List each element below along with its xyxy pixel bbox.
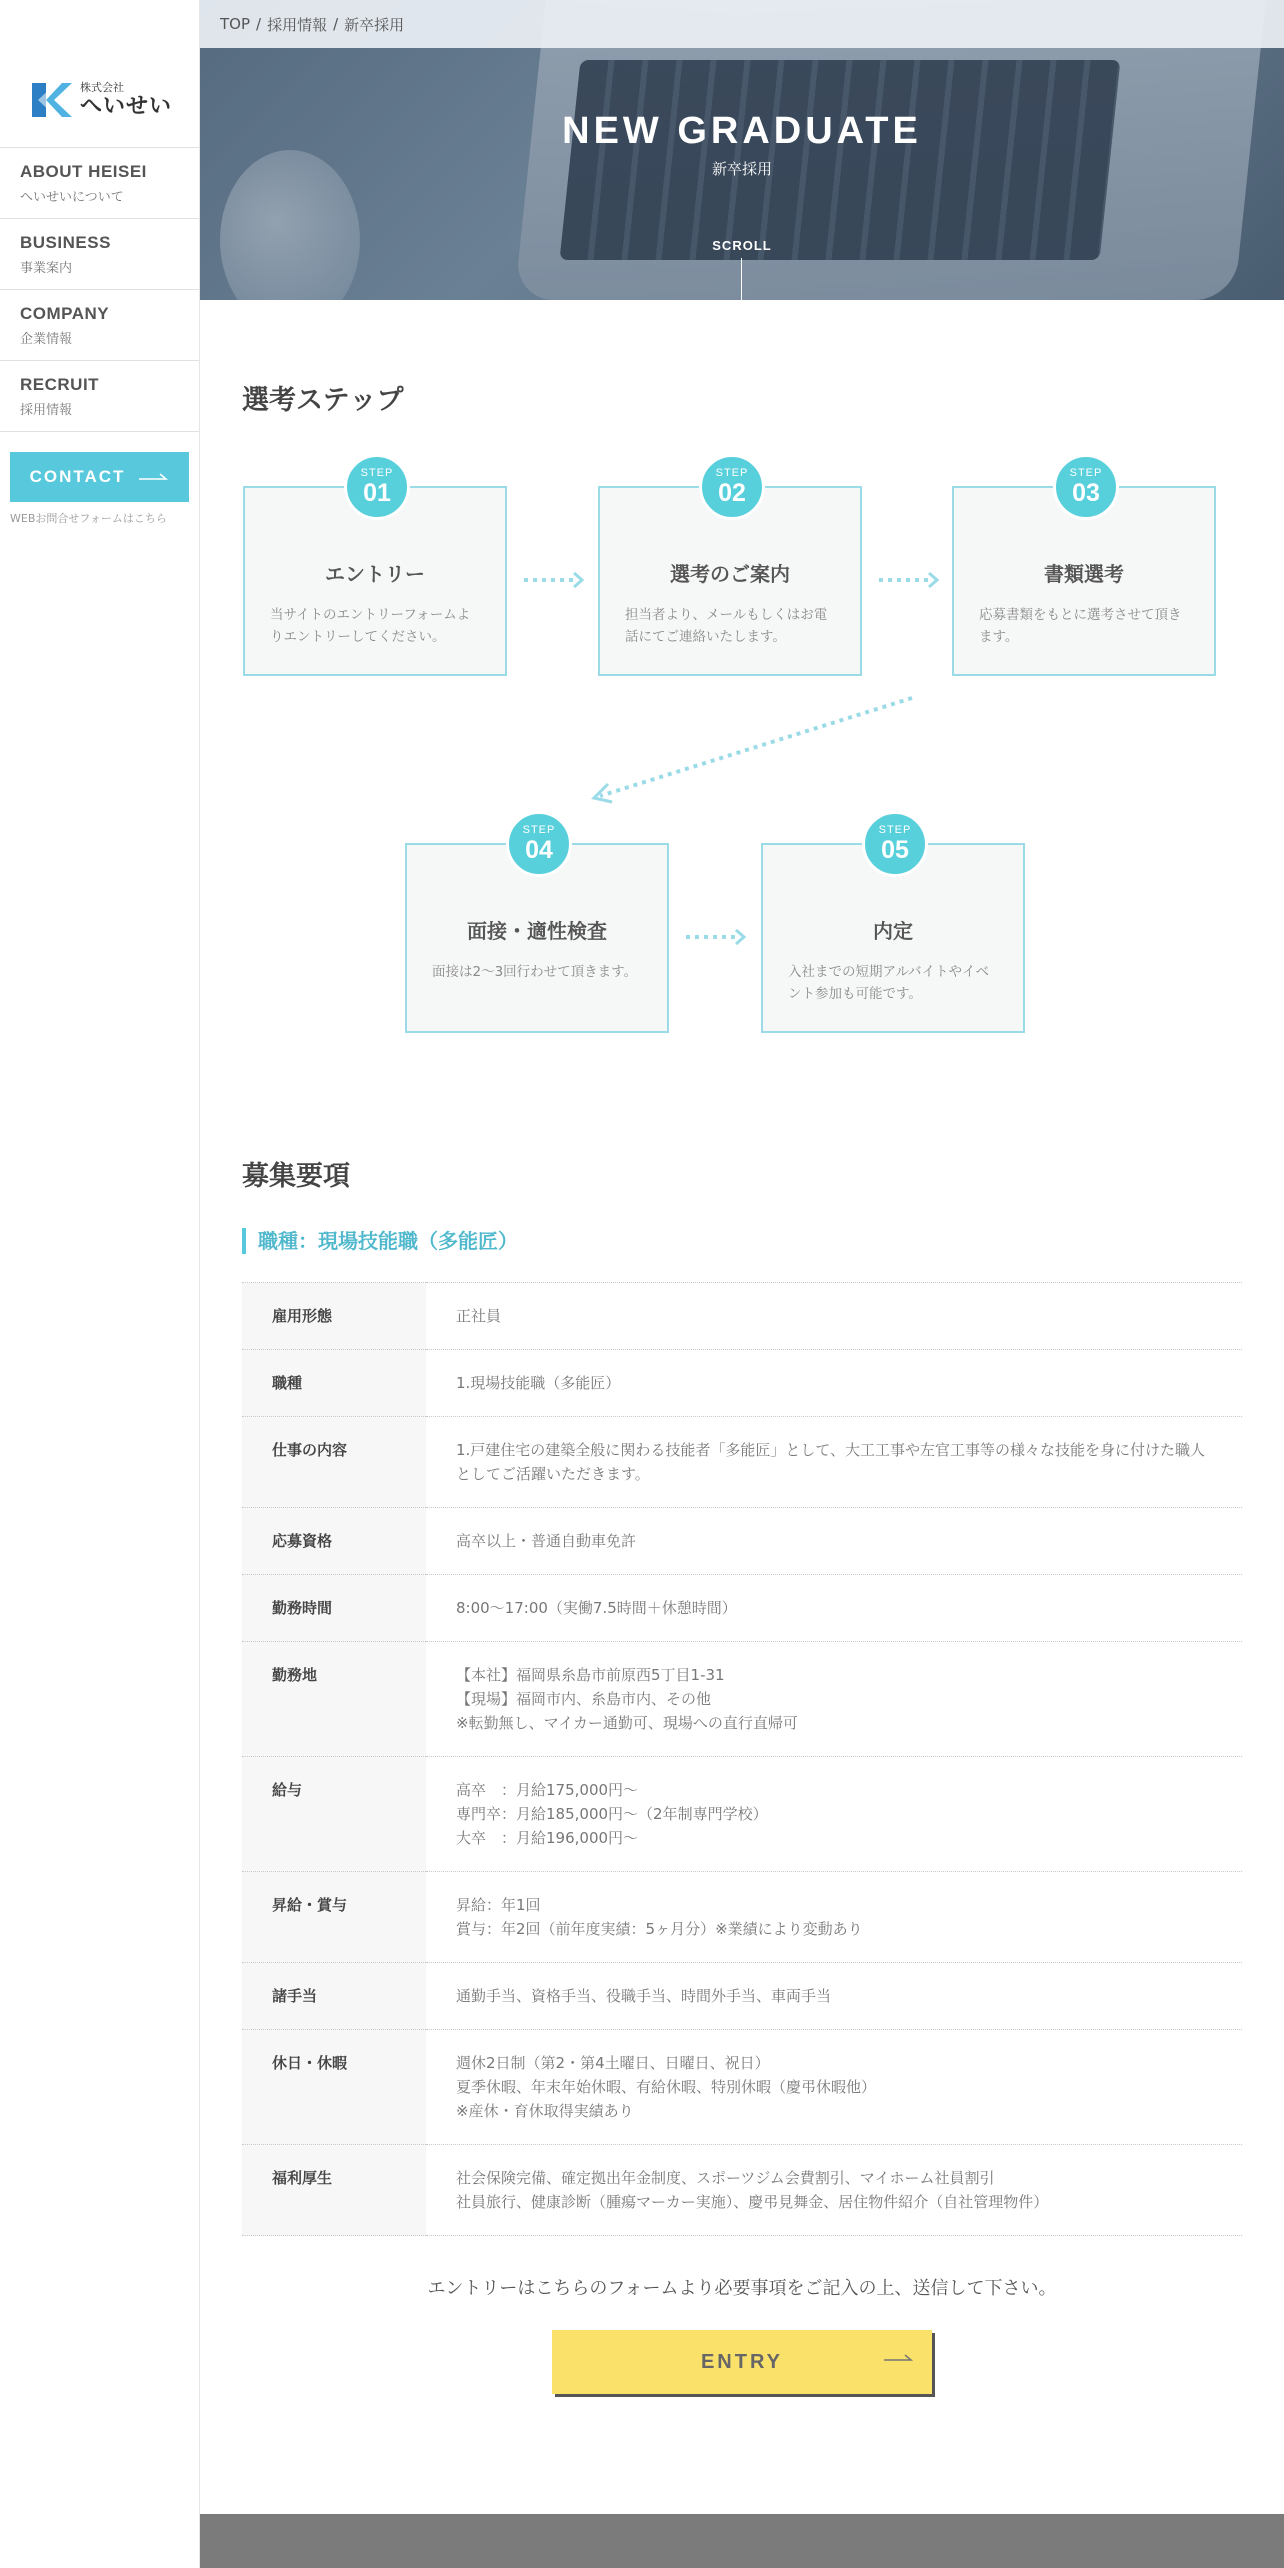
- arrow-right-icon: [139, 472, 169, 482]
- row-value: 高卒 ：月給175,000円〜 専門卒：月給185,000円〜（2年制専門学校） 大卒 ：月給196,000円〜: [426, 1757, 1242, 1872]
- scroll-line: [741, 258, 742, 300]
- step-badge-number: 03: [1072, 479, 1100, 507]
- scroll-indicator[interactable]: SCROLL: [712, 238, 772, 253]
- table-row: [242, 1757, 1242, 1872]
- row-value: 通勤手当、資格手当、役職手当、時間外手当、車両手当: [426, 1963, 1242, 2030]
- row-label: 諸手当: [242, 1963, 426, 2030]
- nav-item-label-en: RECRUIT: [20, 375, 100, 394]
- row-label: 応募資格: [242, 1508, 426, 1575]
- step-badge-label: STEP: [360, 467, 394, 479]
- breadcrumb-separator: /: [333, 15, 339, 33]
- row-label: 福利厚生: [242, 2145, 426, 2236]
- recruit-section-title: 募集要項: [242, 1161, 350, 1192]
- row-value: 正社員: [426, 1283, 1242, 1350]
- entry-button[interactable]: [552, 2330, 932, 2394]
- logo-company-name: へいせい: [80, 93, 173, 119]
- table-row: [242, 1417, 1242, 1508]
- row-value: 週休2日制（第2・第4土曜日、日曜日、祝日） 夏季休暇、年末年始休暇、有給休暇、特別休暇（慶弔休暇他） ※産休・育休取得実績あり: [426, 2030, 1242, 2145]
- nav-item-label-ja: 事業案内: [20, 261, 73, 276]
- entry-button-label: ENTRY: [700, 2350, 784, 2373]
- step-card: [243, 467, 507, 676]
- nav-item-label-ja: 採用情報: [20, 403, 73, 418]
- row-label: 仕事の内容: [242, 1417, 426, 1508]
- entry-instruction: エントリーはこちらのフォームより必要事項をご記入の上、送信して下さい。: [427, 2278, 1057, 2299]
- table-row: [242, 1963, 1242, 2030]
- table-row: [242, 1872, 1242, 1963]
- row-label: 給与: [242, 1757, 426, 1872]
- nav-item-recruit[interactable]: [0, 361, 199, 432]
- contact-button[interactable]: [10, 452, 189, 502]
- row-label: 昇給・賞与: [242, 1872, 426, 1963]
- row-label: 休日・休暇: [242, 2030, 426, 2145]
- logo-mark-icon: [32, 81, 72, 119]
- step-badge: [506, 811, 572, 877]
- row-value: 8:00〜17:00（実働7.5時間＋休憩時間）: [426, 1575, 1242, 1642]
- step-arrow-icon: [877, 570, 941, 590]
- table-row: [242, 1350, 1242, 1417]
- row-value: 社会保険完備、確定拠出年金制度、スポーツジム会費割引、マイホーム社員割引 社員旅行、健康診断（腫瘍マーカー実施）、慶弔見舞金、居住物件紹介（自社管理物件）: [426, 2145, 1242, 2236]
- breadcrumb-recruit[interactable]: 採用情報: [267, 15, 328, 34]
- step-title: 書類選考: [1044, 562, 1124, 586]
- step-arrow-icon: [522, 570, 586, 590]
- step-badge-label: STEP: [878, 824, 912, 836]
- step-badge-number: 05: [881, 836, 909, 864]
- page-subtitle: 新卒採用: [711, 160, 772, 178]
- step-badge: [1053, 454, 1119, 520]
- nav-item-label-en: ABOUT HEISEI: [20, 162, 147, 181]
- steps-section-title: 選考ステップ: [242, 385, 404, 416]
- nav-item-label-en: COMPANY: [20, 304, 110, 323]
- step-card: [598, 467, 862, 676]
- main-content: [200, 0, 1284, 2373]
- step-description: 担当者より、メールもしくはお電話にてご連絡いたします。: [625, 607, 828, 645]
- page-title: NEW GRADUATE: [562, 110, 922, 152]
- step-badge-label: STEP: [1069, 467, 1103, 479]
- hero-banner: [200, 0, 1284, 300]
- step-description: 当サイトのエントリーフォームよりエントリーしてください。: [270, 607, 471, 645]
- step-badge: [862, 811, 928, 877]
- logo-company-type: 株式会社: [80, 80, 124, 94]
- step-description: 入社までの短期アルバイトやイベント参加も可能です。: [788, 964, 990, 1002]
- step-description: 応募書類をもとに選考させて頂きます。: [979, 607, 1182, 645]
- step-badge-number: 04: [525, 836, 553, 864]
- sidebar: [0, 0, 200, 2568]
- main-nav: [0, 148, 199, 432]
- row-label: 勤務時間: [242, 1575, 426, 1642]
- breadcrumb-top[interactable]: TOP: [220, 15, 251, 33]
- step-badge: [699, 454, 765, 520]
- step-badge-label: STEP: [715, 467, 749, 479]
- row-label: 勤務地: [242, 1642, 426, 1757]
- step-title: 内定: [873, 919, 913, 943]
- nav-item-about[interactable]: [0, 148, 199, 219]
- logo[interactable]: [0, 0, 199, 148]
- table-row: [242, 1642, 1242, 1757]
- footer-bar: [200, 2514, 1284, 2568]
- contact-button-label: CONTACT: [29, 467, 126, 486]
- contact-note: WEBお問合せフォームはこちら: [10, 512, 167, 525]
- row-value: 高卒以上・普通自動車免許: [426, 1508, 1242, 1575]
- row-value: 1.現場技能職（多能匠）: [426, 1350, 1242, 1417]
- table-row: [242, 2030, 1242, 2145]
- breadcrumb-separator: /: [256, 15, 262, 33]
- step-badge: [344, 454, 410, 520]
- step-description: 面接は2〜3回行わせて頂きます。: [432, 964, 638, 980]
- step-card: [952, 467, 1216, 676]
- step-title: 面接・適性検査: [467, 919, 607, 943]
- step-card: [405, 824, 669, 1033]
- row-label: 雇用形態: [242, 1283, 426, 1350]
- step-badge-label: STEP: [522, 824, 556, 836]
- nav-item-label-ja: 企業情報: [20, 332, 73, 347]
- arrow-right-icon: [884, 2352, 914, 2364]
- breadcrumb-current: 新卒採用: [344, 15, 405, 34]
- requirements-table: [242, 1282, 1242, 2236]
- row-value: 昇給：年1回 賞与：年2回（前年度実績：5ヶ月分）※業績により変動あり: [426, 1872, 1242, 1963]
- step-arrow-icon: [684, 927, 748, 947]
- row-label: 職種: [242, 1350, 426, 1417]
- nav-item-company[interactable]: [0, 290, 199, 361]
- row-value: 【本社】福岡県糸島市前原西5丁目1-31 【現場】福岡市内、糸島市内、その他 ※転勤無し、マイカー通勤可、現場への直行直帰可: [426, 1642, 1242, 1757]
- step-card: [761, 824, 1025, 1033]
- step-badge-number: 01: [363, 479, 391, 507]
- table-row: [242, 1508, 1242, 1575]
- table-row: [242, 1283, 1242, 1350]
- table-row: [242, 1575, 1242, 1642]
- step-title: エントリー: [325, 562, 425, 586]
- step-title: 選考のご案内: [670, 562, 790, 586]
- nav-item-label-ja: へいせいについて: [20, 190, 124, 205]
- row-value: 1.戸建住宅の建築全般に関わる技能者「多能匠」として、大工工事や左官工事等の様々な技能を身に付けた職人としてご活躍いただきます。: [426, 1417, 1242, 1508]
- job-title: 職種：現場技能職（多能匠）: [242, 1228, 518, 1254]
- step-badge-number: 02: [718, 479, 746, 507]
- nav-item-business[interactable]: [0, 219, 199, 290]
- table-row: [242, 2145, 1242, 2236]
- nav-item-label-en: BUSINESS: [20, 233, 111, 252]
- step-arrow-diagonal-icon: [588, 692, 918, 806]
- breadcrumb: [200, 0, 1284, 48]
